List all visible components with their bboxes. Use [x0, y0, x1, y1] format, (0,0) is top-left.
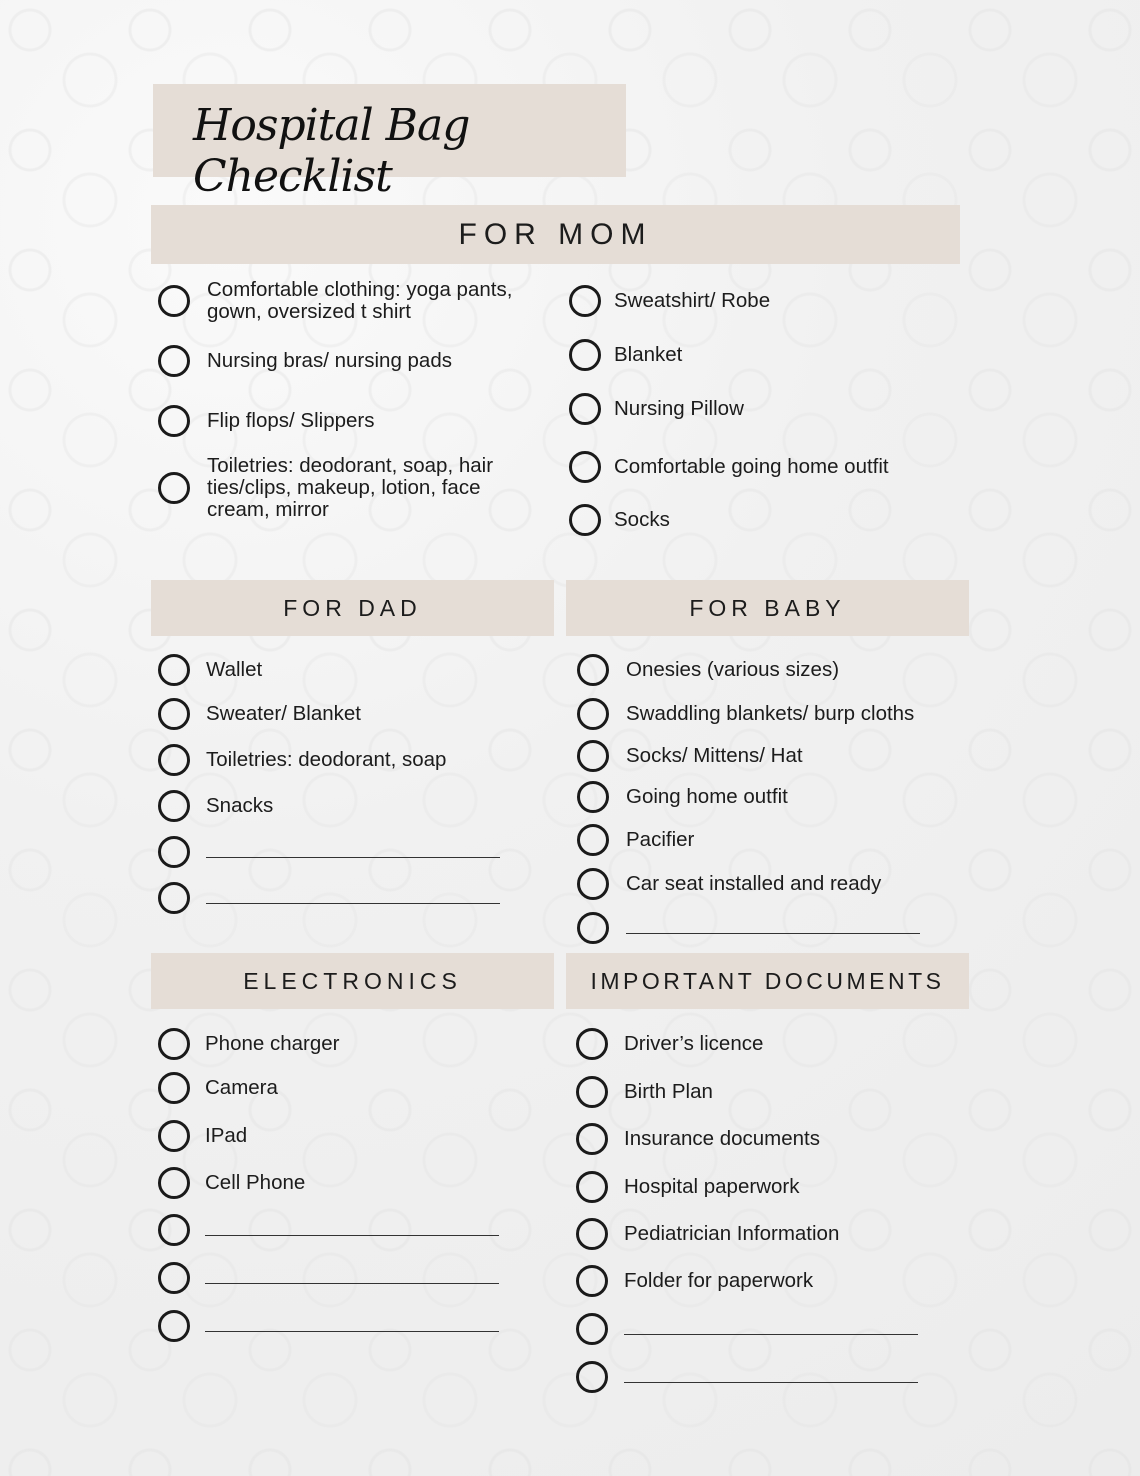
checklist-item-label: Insurance documents	[624, 1127, 821, 1150]
checkbox-baby-items[interactable]	[577, 698, 609, 730]
checklist-item-label: Pacifier	[626, 828, 695, 851]
checklist-item-label: Wallet	[206, 658, 263, 681]
checklist-item-label: Car seat installed and ready	[626, 872, 882, 895]
checklist-item-label: Folder for paperwork	[624, 1269, 814, 1292]
checkbox-dad-items[interactable]	[158, 790, 190, 822]
checkbox-dad-items[interactable]	[158, 836, 190, 868]
checklist-item-label: Onesies (various sizes)	[626, 658, 840, 681]
checklist-item-label: Hospital paperwork	[624, 1175, 800, 1198]
checklist-item-label: Swaddling blankets/ burp cloths	[626, 702, 915, 725]
checklist-item-label: Blanket	[614, 343, 683, 366]
checkbox-mom-right[interactable]	[569, 339, 601, 371]
checkbox-dad-items[interactable]	[158, 882, 190, 914]
checkbox-mom-left[interactable]	[158, 285, 190, 317]
checkbox-mom-left[interactable]	[158, 345, 190, 377]
checkbox-electronics-items[interactable]	[158, 1262, 190, 1294]
checkbox-baby-items[interactable]	[577, 824, 609, 856]
checklist-item-label: Toiletries: deodorant, soap, hair ties/clips, makeup, lotion, face cream, mirror	[207, 454, 494, 521]
checklist-item-label: Sweatshirt/ Robe	[614, 289, 771, 312]
checklist-item-label: Nursing bras/ nursing pads	[207, 349, 452, 372]
checklist-item-label: Flip flops/ Slippers	[207, 409, 375, 432]
checkbox-documents-items[interactable]	[576, 1028, 608, 1060]
blank-write-in-line[interactable]	[205, 1283, 499, 1284]
checklist-item-label: Driver’s licence	[624, 1032, 764, 1055]
checklist-item-label: Toiletries: deodorant, soap	[206, 748, 447, 771]
blank-write-in-line[interactable]	[624, 1334, 918, 1335]
checkbox-mom-right[interactable]	[569, 451, 601, 483]
checkbox-electronics-items[interactable]	[158, 1028, 190, 1060]
section-header-dad: FOR DAD	[151, 580, 554, 636]
checklist-item-label: Snacks	[206, 794, 274, 817]
checkbox-documents-items[interactable]	[576, 1313, 608, 1345]
checkbox-baby-items[interactable]	[577, 781, 609, 813]
checklist-item-label: Camera	[205, 1076, 278, 1099]
checklist-item-label: Socks	[614, 508, 670, 531]
blank-write-in-line[interactable]	[626, 933, 920, 934]
checkbox-mom-right[interactable]	[569, 504, 601, 536]
checkbox-baby-items[interactable]	[577, 868, 609, 900]
checkbox-dad-items[interactable]	[158, 744, 190, 776]
checkbox-electronics-items[interactable]	[158, 1072, 190, 1104]
checkbox-documents-items[interactable]	[576, 1171, 608, 1203]
checkbox-baby-items[interactable]	[577, 740, 609, 772]
checklist-item-label: Nursing Pillow	[614, 397, 744, 420]
checkbox-documents-items[interactable]	[576, 1123, 608, 1155]
blank-write-in-line[interactable]	[205, 1235, 499, 1236]
checklist-item-label: Phone charger	[205, 1032, 340, 1055]
blank-write-in-line[interactable]	[206, 857, 500, 858]
checkbox-electronics-items[interactable]	[158, 1310, 190, 1342]
checkbox-baby-items[interactable]	[577, 654, 609, 686]
checklist-item-label: Socks/ Mittens/ Hat	[626, 744, 803, 767]
checkbox-documents-items[interactable]	[576, 1218, 608, 1250]
checklist-item-label: Comfortable clothing: yoga pants, gown, oversized t shirt	[207, 278, 513, 323]
page-title: Hospital Bag Checklist	[193, 100, 470, 202]
checkbox-dad-items[interactable]	[158, 698, 190, 730]
section-header-electronics: ELECTRONICS	[151, 953, 554, 1009]
section-header-documents: IMPORTANT DOCUMENTS	[566, 953, 969, 1009]
checklist-item-label: Pediatrician Information	[624, 1222, 840, 1245]
checklist-item-label: Comfortable going home outfit	[614, 455, 889, 478]
checkbox-electronics-items[interactable]	[158, 1214, 190, 1246]
checkbox-documents-items[interactable]	[576, 1265, 608, 1297]
checkbox-documents-items[interactable]	[576, 1361, 608, 1393]
title-banner	[153, 84, 626, 202]
checkbox-electronics-items[interactable]	[158, 1167, 190, 1199]
section-header-baby: FOR BABY	[566, 580, 969, 636]
checkbox-mom-left[interactable]	[158, 472, 190, 504]
checklist-item-label: Sweater/ Blanket	[206, 702, 361, 725]
blank-write-in-line[interactable]	[624, 1382, 918, 1383]
blank-write-in-line[interactable]	[205, 1331, 499, 1332]
checkbox-electronics-items[interactable]	[158, 1120, 190, 1152]
checkbox-mom-left[interactable]	[158, 405, 190, 437]
checklist-item-label: Birth Plan	[624, 1080, 713, 1103]
checkbox-dad-items[interactable]	[158, 654, 190, 686]
checkbox-mom-right[interactable]	[569, 285, 601, 317]
checklist-item-label: Cell Phone	[205, 1171, 306, 1194]
checklist-item-label: Going home outfit	[626, 785, 788, 808]
checklist-item-label: IPad	[205, 1124, 248, 1147]
blank-write-in-line[interactable]	[206, 903, 500, 904]
checkbox-baby-items[interactable]	[577, 912, 609, 944]
checkbox-mom-right[interactable]	[569, 393, 601, 425]
section-header-mom: FOR MOM	[151, 205, 960, 264]
checkbox-documents-items[interactable]	[576, 1076, 608, 1108]
